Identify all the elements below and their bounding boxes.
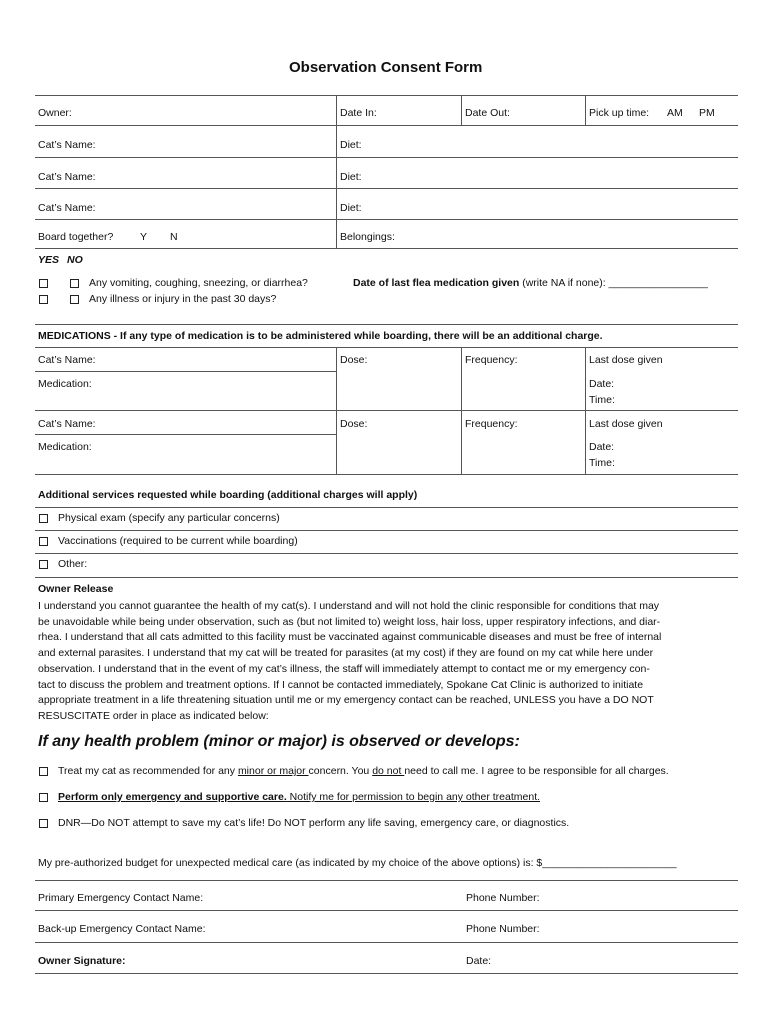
other-service-checkbox[interactable]: [39, 560, 48, 569]
divider: [35, 942, 738, 943]
frequency-field[interactable]: Frequency:: [465, 354, 518, 366]
q1-no-checkbox[interactable]: [70, 279, 79, 288]
board-together-label: Board together?: [38, 231, 114, 243]
divider: [35, 157, 738, 158]
divider: [35, 507, 738, 508]
divider: [336, 347, 337, 474]
date-in-field[interactable]: Date In:: [340, 107, 377, 119]
frequency-field[interactable]: Frequency:: [465, 418, 518, 430]
divider: [336, 95, 337, 249]
no-header: NO: [67, 254, 83, 266]
divider: [35, 973, 738, 974]
date-out-field[interactable]: Date Out:: [465, 107, 510, 119]
divider: [35, 248, 738, 249]
emergency-care-checkbox[interactable]: [39, 793, 48, 802]
divider: [35, 347, 738, 348]
yes-header: YES: [38, 254, 60, 266]
dnr-text: DNR—Do NOT attempt to save my cat’s life! Do NOT perform any life saving, emergency care, or diagnostics.: [58, 817, 570, 829]
last-dose-date-field[interactable]: Date:: [589, 441, 615, 453]
medications-heading: MEDICATIONS - If any type of medication is to be administered while boarding, there will be an additional charge.: [38, 330, 603, 342]
divider: [35, 219, 738, 220]
primary-contact-field[interactable]: Primary Emergency Contact Name:: [38, 892, 204, 904]
dnr-checkbox[interactable]: [39, 819, 48, 828]
divider: [35, 188, 738, 189]
dose-field[interactable]: Dose:: [340, 418, 368, 430]
signature-date-field[interactable]: Date:: [466, 955, 492, 967]
divider: [35, 530, 738, 531]
services-heading: Additional services requested while boarding (additional charges will apply): [38, 489, 418, 501]
question-vomiting: Any vomiting, coughing, sneezing, or diarrhea?: [89, 277, 308, 289]
pickup-pm-option[interactable]: PM: [699, 107, 715, 119]
divider: [35, 474, 738, 475]
physical-exam-checkbox[interactable]: [39, 514, 48, 523]
divider: [35, 324, 738, 325]
divider: [35, 125, 738, 126]
divider: [35, 880, 738, 881]
divider: [35, 371, 337, 372]
service-physical-exam: Physical exam (specify any particular concerns): [58, 512, 280, 524]
page-title: Observation Consent Form: [289, 59, 483, 76]
divider: [585, 95, 586, 125]
last-dose-label: Last dose given: [589, 354, 663, 366]
budget-field[interactable]: My pre-authorized budget for unexpected medical care (as indicated by my choice of the above options) is: $_______________________: [38, 857, 677, 869]
divider: [585, 347, 586, 474]
divider: [35, 910, 738, 911]
treat-option-text: Treat my cat as recommended for any minor or major concern. You do not need to call me. I agree to be responsible for all charges.: [58, 765, 669, 777]
q2-no-checkbox[interactable]: [70, 295, 79, 304]
vaccinations-checkbox[interactable]: [39, 537, 48, 546]
cat-name-field[interactable]: Cat’s Name:: [38, 202, 96, 214]
diet-field[interactable]: Diet:: [340, 139, 362, 151]
q1-yes-checkbox[interactable]: [39, 279, 48, 288]
flea-medication-note: (write NA if none): _________________: [522, 277, 708, 289]
diet-field[interactable]: Diet:: [340, 171, 362, 183]
treat-option-checkbox[interactable]: [39, 767, 48, 776]
owner-release-heading: Owner Release: [38, 583, 114, 595]
question-illness: Any illness or injury in the past 30 days?: [89, 293, 277, 305]
service-vaccinations: Vaccinations (required to be current while boarding): [58, 535, 298, 547]
divider: [35, 410, 738, 411]
cat-name-field[interactable]: Cat’s Name:: [38, 171, 96, 183]
primary-phone-field[interactable]: Phone Number:: [466, 892, 540, 904]
divider: [35, 434, 337, 435]
last-dose-date-field[interactable]: Date:: [589, 378, 615, 390]
pickup-am-option[interactable]: AM: [667, 107, 683, 119]
divider: [35, 577, 738, 578]
divider: [35, 95, 738, 96]
owner-signature-field[interactable]: Owner Signature:: [38, 955, 126, 967]
q2-yes-checkbox[interactable]: [39, 295, 48, 304]
flea-medication-label: Date of last flea medication given: [353, 277, 520, 289]
divider: [461, 95, 462, 125]
last-dose-label: Last dose given: [589, 418, 663, 430]
backup-contact-field[interactable]: Back-up Emergency Contact Name:: [38, 923, 206, 935]
service-other[interactable]: Other:: [58, 558, 88, 570]
last-dose-time-field[interactable]: Time:: [589, 394, 615, 406]
med-cat-name-field[interactable]: Cat’s Name:: [38, 418, 96, 430]
dose-field[interactable]: Dose:: [340, 354, 368, 366]
last-dose-time-field[interactable]: Time:: [589, 457, 615, 469]
pickup-time-field[interactable]: Pick up time:: [589, 107, 650, 119]
cat-name-field[interactable]: Cat’s Name:: [38, 139, 96, 151]
flea-medication-field[interactable]: [353, 277, 708, 289]
diet-field[interactable]: Diet:: [340, 202, 362, 214]
board-no-option[interactable]: N: [170, 231, 178, 243]
med-cat-name-field[interactable]: Cat’s Name:: [38, 354, 96, 366]
owner-release-text: I understand you cannot guarantee the health of my cat(s). I understand and will not hold the clinic responsible for conditions that may be unavoidable while being under observation, such as (but not limited to) weight loss, hair loss, upper respiratory infections, and diar- rhea. I understand that all cats admitted to this facility must be vaccinated against communicable diseases and must be free of internal and external parasites. I understand that my cat will be treated for parasites (at my cost) if they are found on my cat while here under observation. I understand that in the event of my cat’s illness, the staff will immediately attempt to contact me or my emergency con- tact to discuss the problem and treatment options. If I cannot be contacted immediately, Spokane Cat Clinic is authorized to initiate appropriate treatment in a life threatening situation until me or my emergency contact can be reached, UNLESS you have a DO NOT RESUSCITATE order in place as indicated below:: [38, 600, 662, 722]
belongings-field[interactable]: Belongings:: [340, 231, 395, 243]
divider: [35, 553, 738, 554]
emergency-care-text: Perform only emergency and supportive care. Notify me for permission to begin any other treatment.: [58, 791, 541, 803]
medication-field[interactable]: Medication:: [38, 378, 92, 390]
board-yes-option[interactable]: Y: [140, 231, 148, 243]
health-problem-heading: If any health problem (minor or major) is observed or develops:: [38, 733, 520, 750]
medication-field[interactable]: Medication:: [38, 441, 92, 453]
backup-phone-field[interactable]: Phone Number:: [466, 923, 540, 935]
divider: [461, 347, 462, 474]
owner-field[interactable]: Owner:: [38, 107, 72, 119]
